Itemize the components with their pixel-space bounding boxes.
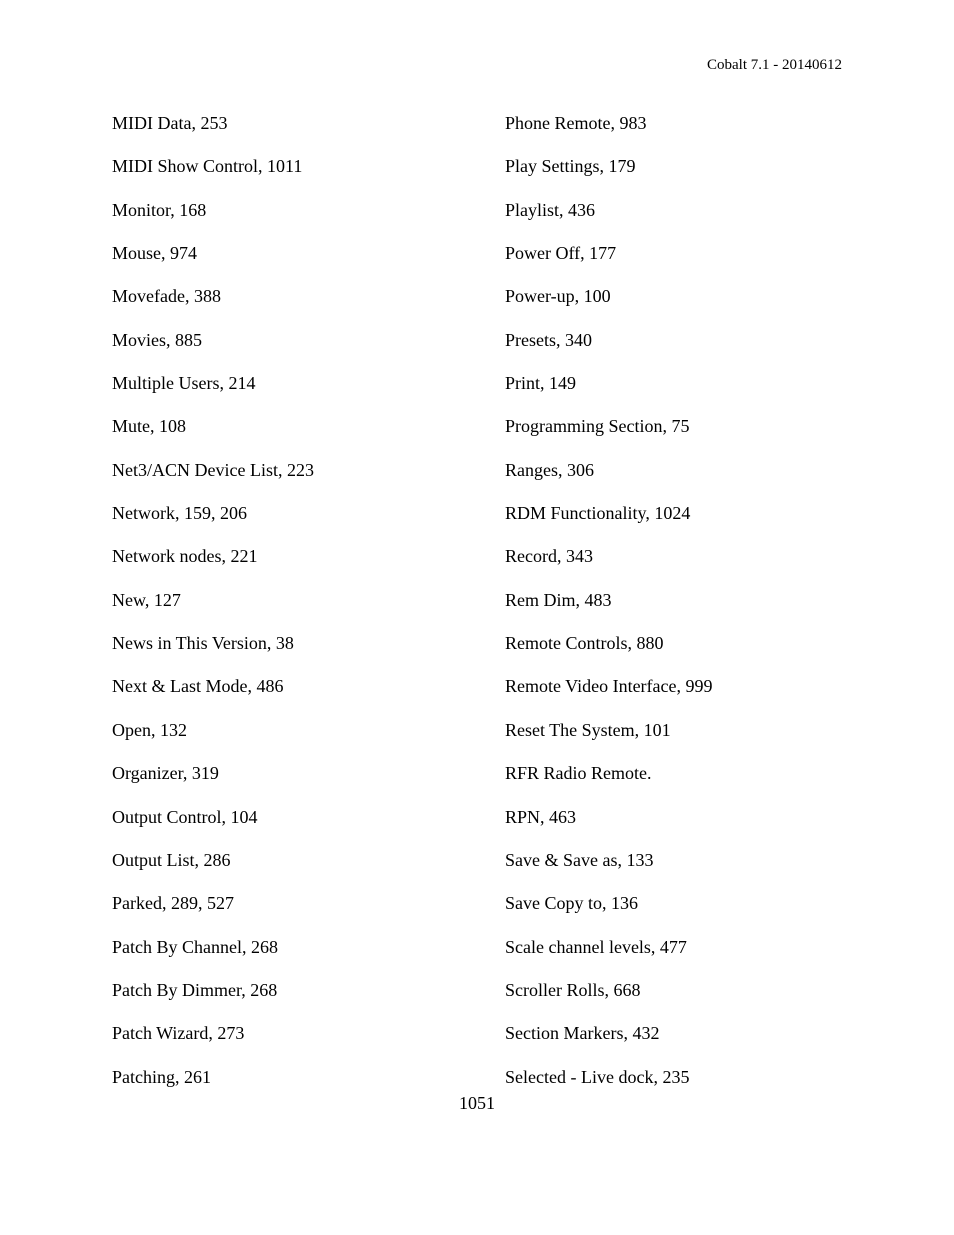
index-entry: Multiple Users, 214 xyxy=(112,373,256,394)
index-entry: Output Control, 104 xyxy=(112,806,258,827)
index-entry: Patch By Channel, 268 xyxy=(112,936,278,957)
index-entry: Playlist, 436 xyxy=(505,199,596,220)
index-entry: Section Markers, 432 xyxy=(505,1023,660,1044)
index-entry: Mouse, 974 xyxy=(112,243,197,264)
index-entry: Patching, 261 xyxy=(112,1066,211,1087)
index-entry: News in This Version, 38 xyxy=(112,633,294,654)
index-entry: Monitor, 168 xyxy=(112,199,207,220)
index-entry: Remote Controls, 880 xyxy=(505,633,664,654)
index-entry: Record, 343 xyxy=(505,546,593,567)
index-entry: Organizer, 319 xyxy=(112,763,219,784)
index-entry: Phone Remote, 983 xyxy=(505,113,647,133)
index-entry: RDM Functionality, 1024 xyxy=(505,503,691,524)
index-entry: Selected - Live dock, 235 xyxy=(505,1066,690,1087)
index-entry: Rem Dim, 483 xyxy=(505,589,612,610)
index-entry: Remote Video Interface, 999 xyxy=(505,676,713,697)
index-entry: Movefade, 388 xyxy=(112,286,221,307)
index-entry: Mute, 108 xyxy=(112,416,186,437)
index-entry: Scroller Rolls, 668 xyxy=(505,979,641,1000)
index-entry: Movies, 885 xyxy=(112,329,202,350)
index-entry: Output List, 286 xyxy=(112,849,231,870)
index-column-right xyxy=(505,111,713,1108)
index-entry: Next & Last Mode, 486 xyxy=(112,676,284,697)
index-entry: Print, 149 xyxy=(505,373,577,394)
index-entry: RFR Radio Remote. xyxy=(505,763,652,784)
index-entry: Programming Section, 75 xyxy=(505,416,690,437)
index-entry: Scale channel levels, 477 xyxy=(505,936,687,957)
running-header: Cobalt 7.1 - 20140612 xyxy=(707,57,842,73)
index-entry: Net3/ACN Device List, 223 xyxy=(112,459,314,480)
index-entry: Network, 159, 206 xyxy=(112,503,247,524)
index-entry: Save & Save as, 133 xyxy=(505,849,654,870)
index-entry: Reset The System, 101 xyxy=(505,719,671,740)
index-entry: Ranges, 306 xyxy=(505,459,594,480)
page-number: 1051 xyxy=(459,1093,495,1113)
index-entry: Power-up, 100 xyxy=(505,286,611,307)
index-entry: Patch By Dimmer, 268 xyxy=(112,979,278,1000)
index-entry: Network nodes, 221 xyxy=(112,546,258,567)
index-entry: MIDI Data, 253 xyxy=(112,113,228,133)
index-entry: New, 127 xyxy=(112,589,181,610)
index-column-left xyxy=(112,111,314,1108)
index-entry: Parked, 289, 527 xyxy=(112,893,234,914)
index-entry: RPN, 463 xyxy=(505,806,577,827)
index-entry: Play Settings, 179 xyxy=(505,156,636,177)
index-entry: MIDI Show Control, 1011 xyxy=(112,156,303,177)
index-entry: Presets, 340 xyxy=(505,329,592,350)
index-entry: Patch Wizard, 273 xyxy=(112,1023,245,1044)
index-entry: Power Off, 177 xyxy=(505,243,617,264)
index-entry: Open, 132 xyxy=(112,719,187,740)
index-entry: Save Copy to, 136 xyxy=(505,893,638,914)
